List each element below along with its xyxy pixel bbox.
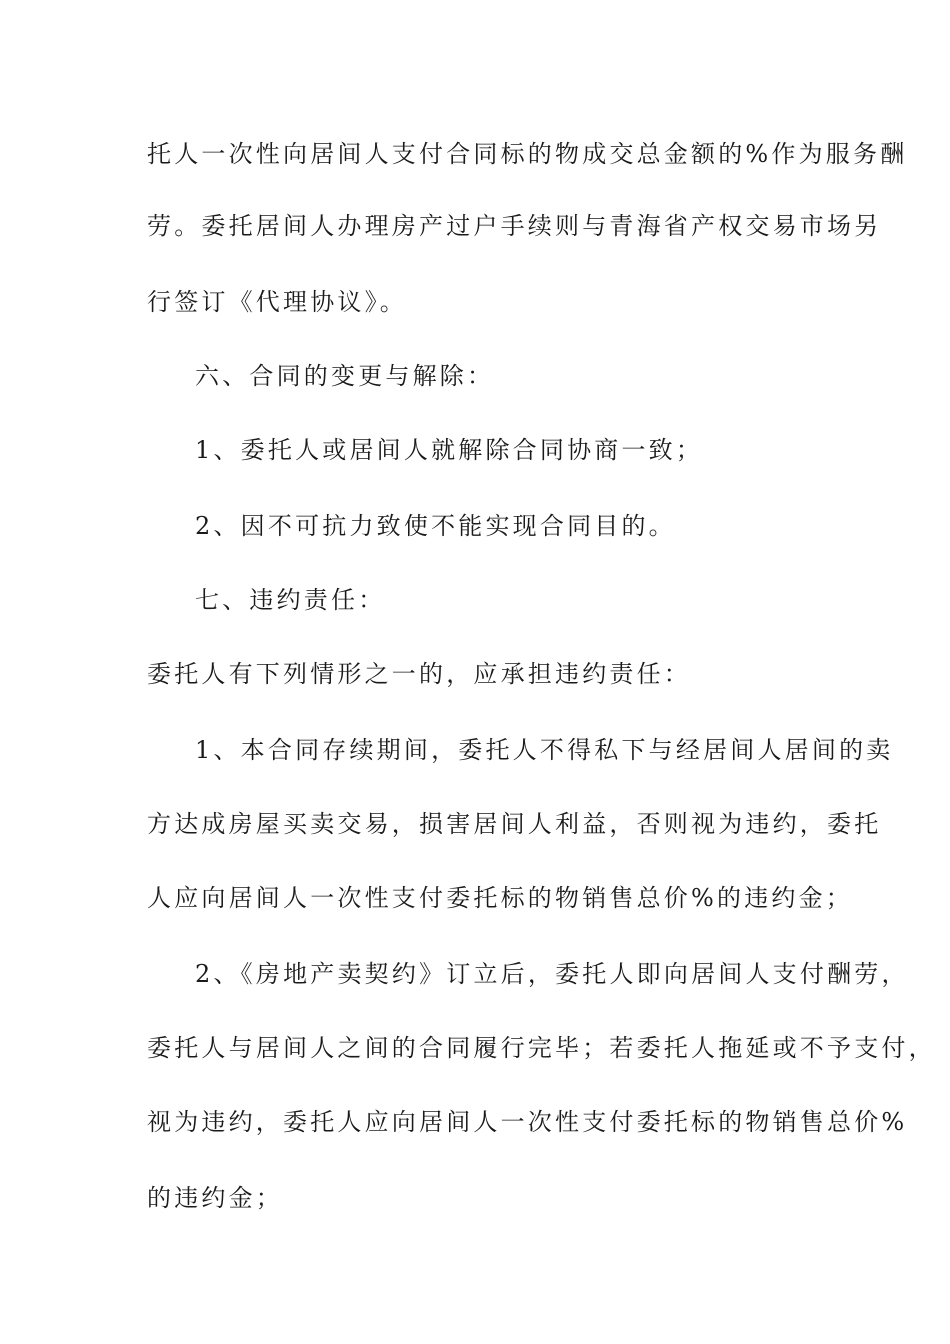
paragraph-line: 人应向居间人一次性支付委托标的物销售总价%的违约金；: [147, 884, 854, 912]
list-item: 2、因不可抗力致使不能实现合同目的。: [195, 512, 676, 540]
paragraph-line: 委托人与居间人之间的合同履行完毕；若委托人拖延或不予支付，: [147, 1034, 936, 1062]
paragraph-line: 行签订《代理协议》。: [147, 288, 407, 316]
list-item: 2、《房地产卖契约》订立后，委托人即向居间人支付酬劳，: [195, 960, 909, 988]
list-item: 1、委托人或居间人就解除合同协商一致；: [195, 436, 704, 464]
list-item: 1、本合同存续期间，委托人不得私下与经居间人居间的卖: [195, 736, 894, 764]
section-heading: 六、合同的变更与解除：: [195, 362, 495, 390]
paragraph-line: 劳。委托居间人办理房产过户手续则与青海省产权交易市场另: [147, 212, 882, 240]
section-heading: 七、违约责任：: [195, 586, 386, 614]
paragraph-line: 委托人有下列情形之一的，应承担违约责任：: [147, 660, 691, 688]
paragraph-line: 托人一次性向居间人支付合同标的物成交总金额的%作为服务酬: [147, 140, 908, 168]
paragraph-line: 方达成房屋买卖交易，损害居间人利益，否则视为违约，委托: [147, 810, 882, 838]
paragraph-line: 视为违约，委托人应向居间人一次性支付委托标的物销售总价%: [147, 1108, 908, 1136]
paragraph-line: 的违约金；: [147, 1184, 283, 1212]
